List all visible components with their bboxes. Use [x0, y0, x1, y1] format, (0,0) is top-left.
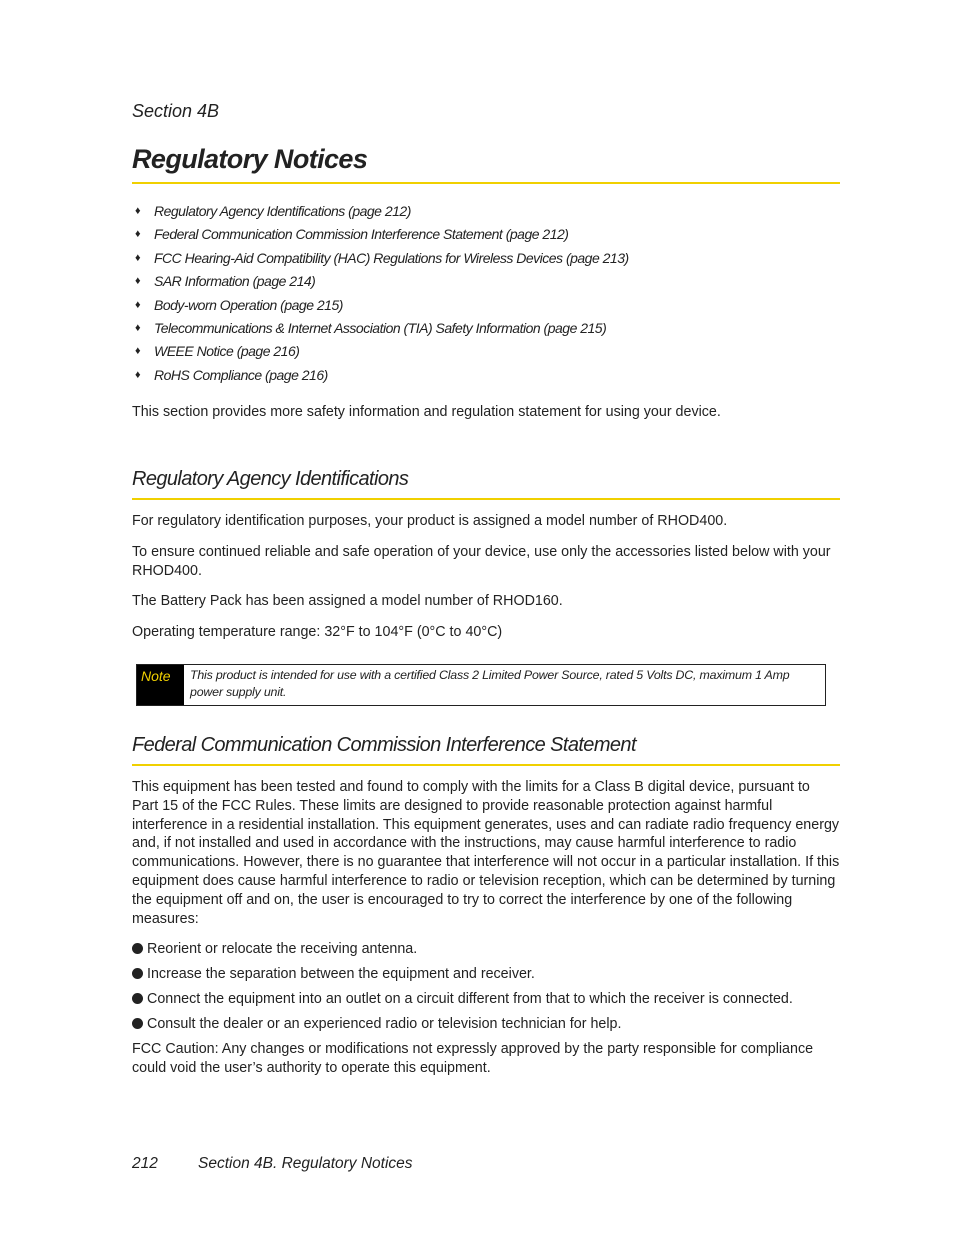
diamond-bullet-icon: ♦ — [135, 228, 141, 241]
diamond-bullet-icon: ♦ — [135, 345, 141, 358]
note-label: Note — [137, 665, 184, 705]
diamond-bullet-icon: ♦ — [135, 251, 141, 264]
agency-paragraph: Operating temperature range: 32°F to 104°F (0°C to 40°C) — [132, 624, 503, 641]
toc-item-label: Federal Communication Commission Interference Statement (page 212) — [154, 226, 569, 243]
agency-heading: Regulatory Agency Identifications — [132, 468, 409, 491]
toc-item-label: SAR Information (page 214) — [154, 273, 316, 290]
bullet-dot-icon — [132, 1018, 143, 1029]
note-box — [136, 664, 826, 706]
toc-item[interactable] — [132, 294, 840, 317]
toc-item[interactable] — [132, 200, 840, 223]
note-text: This product is intended for use with a certified Class 2 Limited Power Source, rated 5 Volts DC, maximum 1 Amp power supply unit. — [190, 668, 790, 700]
page-content — [132, 100, 840, 1078]
fcc-paragraph: This equipment has been tested and found to comply with the limits for a Class B digital device, pursuant to Part 15 of the FCC Rules. These limits are designed to provide reasonable protection against harmful interference in a residential installation. This equipment generates, uses and can radiate radio frequency energy and, if not installed and used in accordance with the instructions, may cause harmful interference to radio communications. However, there is no guarantee that interference will not occur in a particular installation. If this equipment does cause harmful interference to radio or television reception, which can be determined by turning the equipment off and on, the user is encouraged to try to correct the interference by one of the following measures: — [132, 779, 840, 927]
toc-item-label: Telecommunications & Internet Association (TIA) Safety Information (page 215) — [154, 320, 607, 337]
bullet-dot-icon — [132, 943, 143, 954]
agency-paragraph: The Battery Pack has been assigned a model number of RHOD160. — [132, 593, 563, 610]
footer-text: Section 4B. Regulatory Notices — [198, 1155, 413, 1172]
fcc-caution: FCC Caution: Any changes or modifications not expressly approved by the party responsible for compliance could void the user’s authority to operate this equipment. — [132, 1041, 814, 1077]
agency-paragraph: For regulatory identification purposes, your product is assigned a model number of RHOD400. — [132, 513, 728, 530]
toc-item[interactable] — [132, 270, 840, 293]
page-number: 212 — [132, 1155, 158, 1172]
toc-item-label: RoHS Compliance (page 216) — [154, 366, 328, 383]
toc-item-label: FCC Hearing-Aid Compatibility (HAC) Regulations for Wireless Devices (page 213) — [154, 249, 629, 266]
list-item — [132, 965, 840, 984]
diamond-bullet-icon: ♦ — [135, 298, 141, 311]
toc-item-label: Regulatory Agency Identifications (page 212) — [154, 203, 411, 219]
measure-text: Consult the dealer or an experienced radio or television technician for help. — [147, 1016, 622, 1033]
diamond-bullet-icon: ♦ — [135, 322, 141, 335]
toc-item[interactable] — [132, 340, 840, 363]
toc-item-label: Body-worn Operation (page 215) — [154, 296, 343, 313]
toc-item-label: WEEE Notice (page 216) — [154, 343, 300, 360]
diamond-bullet-icon: ♦ — [135, 275, 141, 288]
page-title: Regulatory Notices — [132, 144, 368, 174]
list-item — [132, 1015, 840, 1034]
toc-item[interactable] — [132, 223, 840, 246]
measures-list — [132, 940, 840, 1034]
intro-paragraph: This section provides more safety information and regulation statement for using your device. — [132, 404, 721, 421]
fcc-rule — [132, 764, 840, 766]
bullet-dot-icon — [132, 993, 143, 1004]
fcc-heading: Federal Communication Commission Interference Statement — [132, 734, 636, 757]
section-label: Section 4B — [132, 101, 220, 121]
bullet-dot-icon — [132, 968, 143, 979]
list-item — [132, 990, 840, 1009]
measure-text: Connect the equipment into an outlet on a circuit different from that to which the receiver is connected. — [147, 991, 793, 1008]
toc-item[interactable] — [132, 247, 840, 270]
list-item — [132, 940, 840, 959]
agency-rule — [132, 498, 840, 500]
measure-text: Increase the separation between the equipment and receiver. — [147, 966, 535, 983]
measure-text: Reorient or relocate the receiving antenna. — [147, 941, 418, 958]
title-rule — [132, 182, 840, 184]
agency-paragraph: To ensure continued reliable and safe operation of your device, use only the accessories listed below with your RHOD400. — [132, 543, 831, 579]
diamond-bullet-icon: ♦ — [135, 205, 141, 217]
toc-item[interactable] — [132, 364, 840, 387]
toc-list — [132, 200, 840, 387]
page-footer — [132, 1155, 413, 1173]
toc-item[interactable] — [132, 317, 840, 340]
diamond-bullet-icon: ♦ — [135, 368, 141, 381]
